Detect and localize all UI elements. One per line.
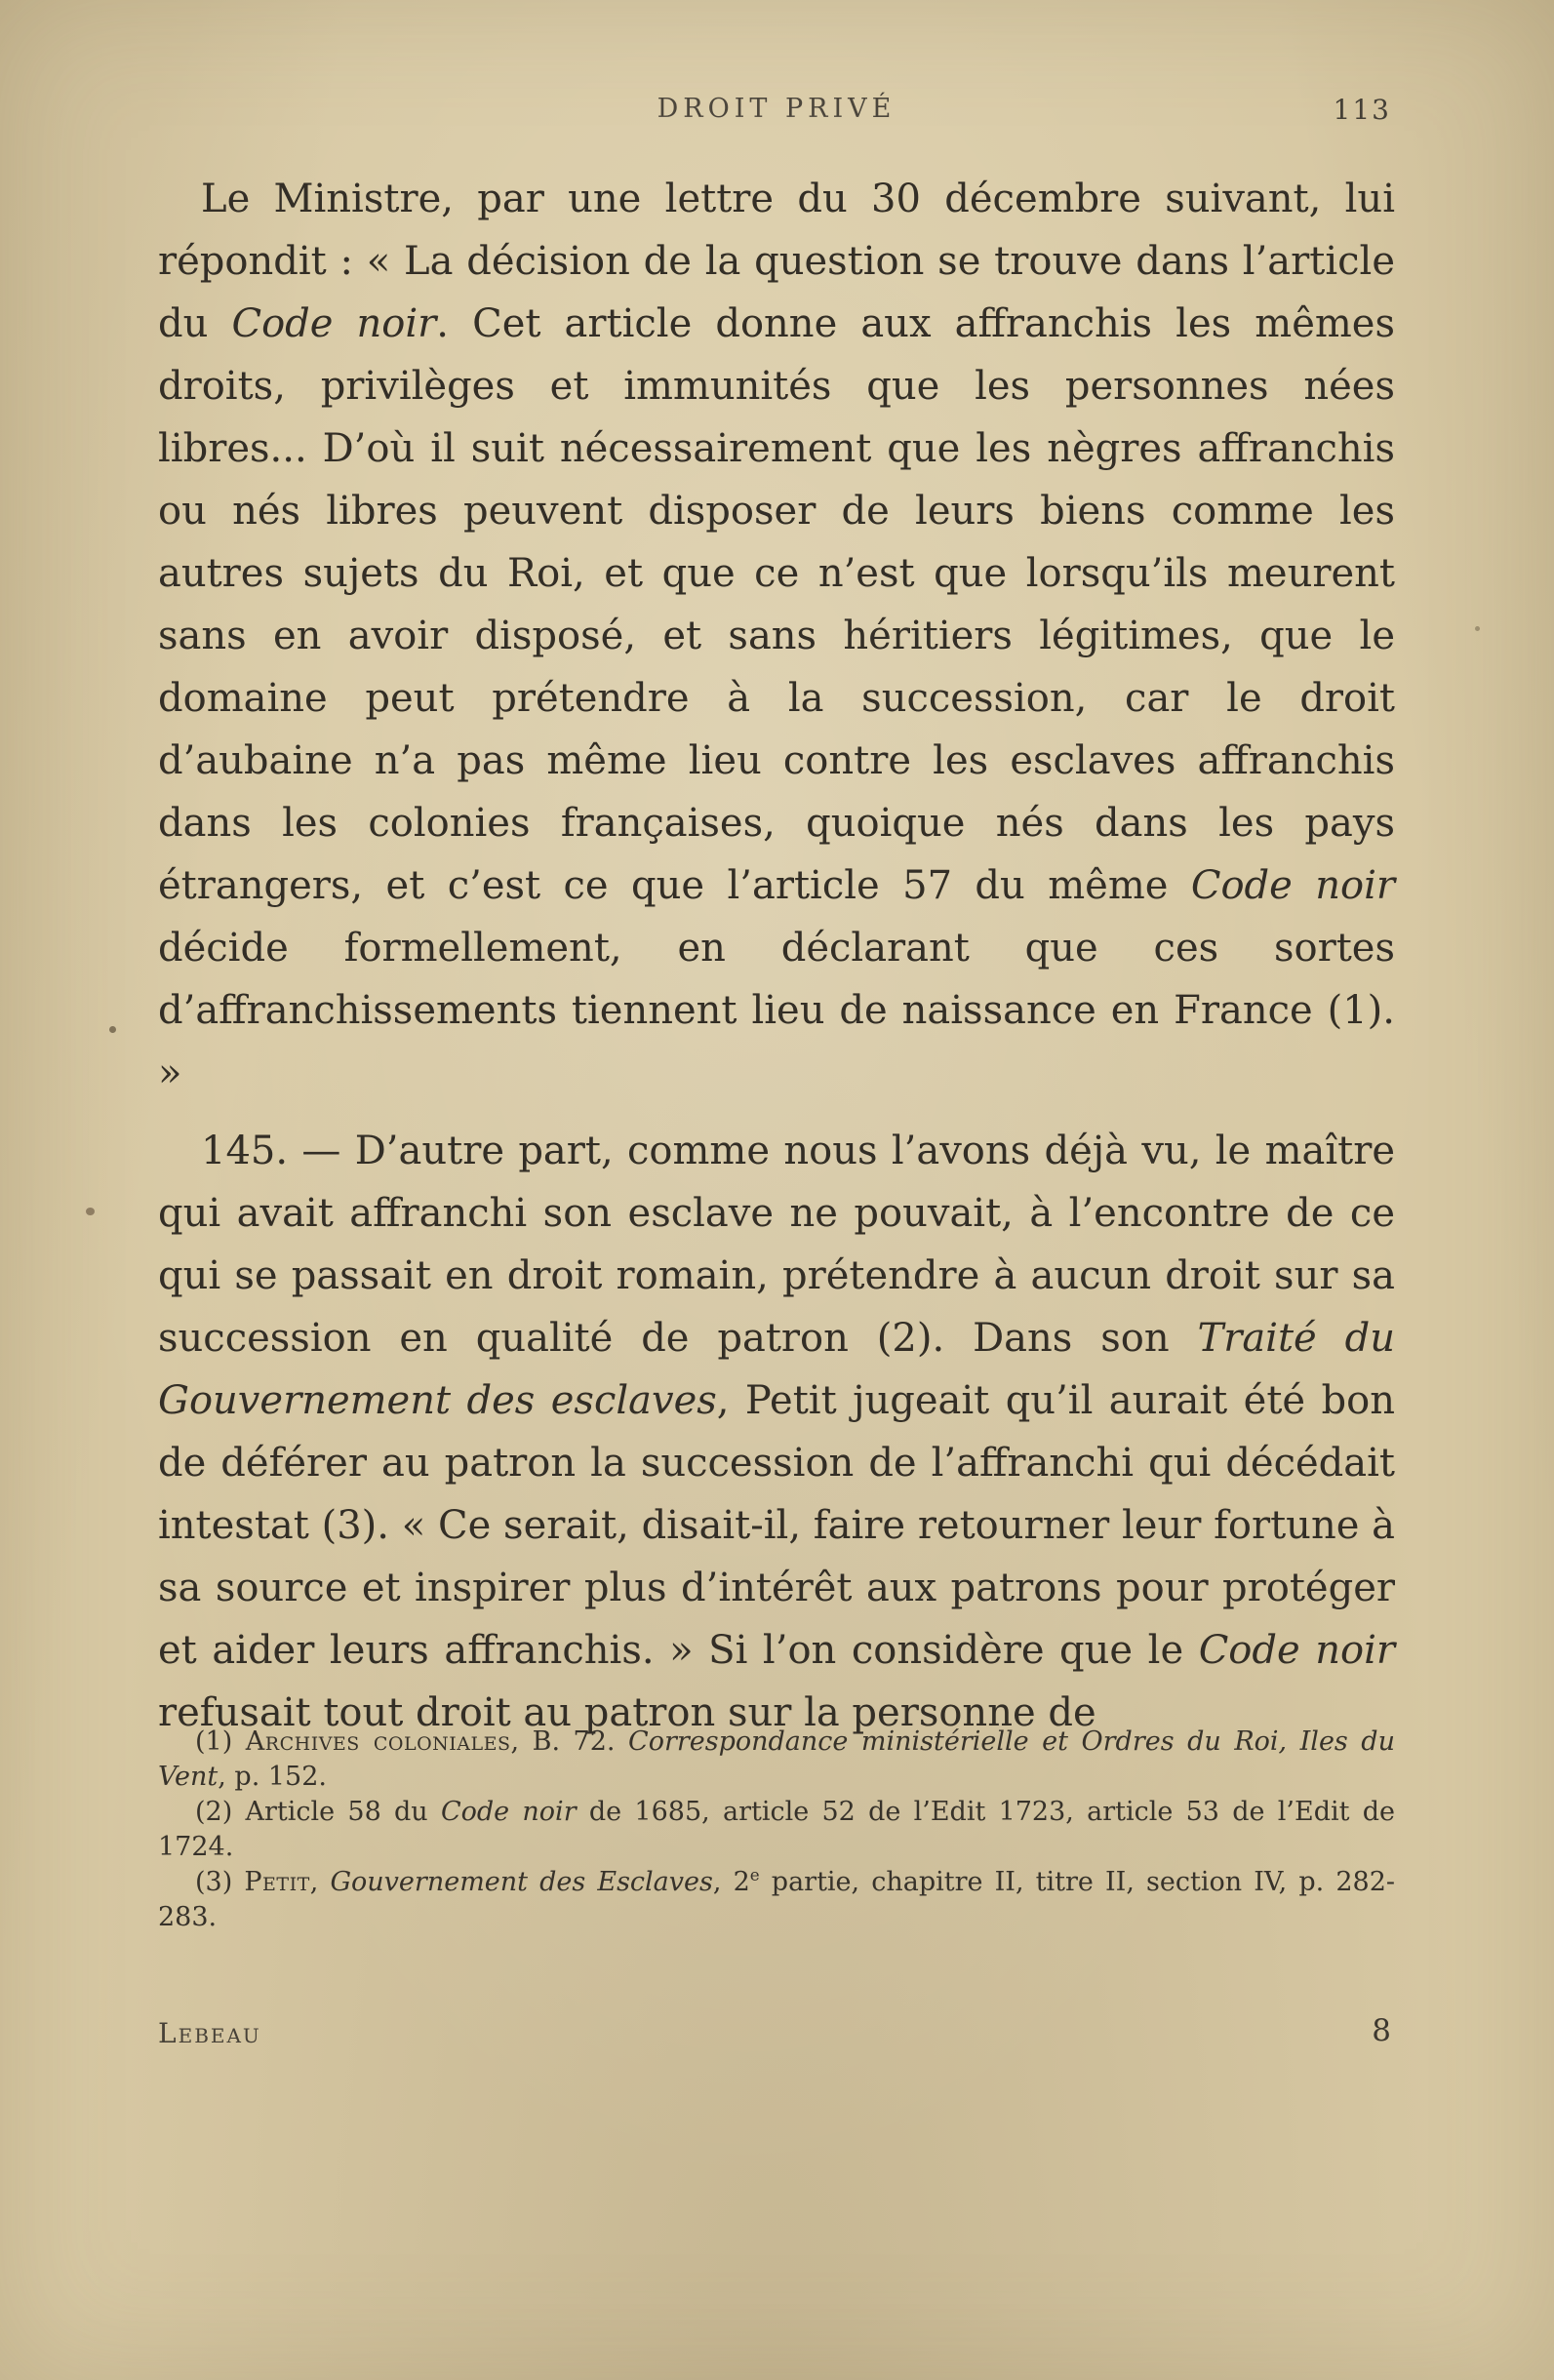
text-run-italic: Code noir (231, 301, 437, 346)
paragraph (158, 1120, 1395, 1744)
text-run-smallcaps: Petit (244, 1867, 310, 1897)
paragraph (158, 168, 1395, 1104)
text-run: (2) Article 58 du (195, 1797, 441, 1827)
footer-page-number: 8 (1372, 2013, 1391, 2048)
body-text (158, 168, 1395, 1744)
paper-speck (86, 1208, 95, 1215)
paper-speck (1475, 626, 1480, 631)
text-run-italic: Gouvernement des Esclaves (330, 1867, 713, 1897)
page-number: 113 (1333, 94, 1391, 126)
footnote (158, 1865, 1395, 1935)
page-footer (158, 2013, 1395, 2052)
text-run-italic: Code noir (440, 1797, 577, 1827)
page-header (158, 94, 1395, 133)
text-run: , p. 152. (218, 1762, 327, 1792)
text-run-smallcaps: Archives coloniales (245, 1726, 511, 1757)
text-run: . Cet article donne aux affranchis les mêmes droits, privilèges et immunités que les personnes nées libres... D’où il suit nécessairement que les nègres affranchis ou nés libres peuvent disposer de leurs biens comme les autres sujets du Roi, et que ce n’est que lorsqu’ils meurent sans en avoir disposé, et sans héritiers légitimes, que le domaine peut prétendre à la succession, car le droit d’aubaine n’a pas même lieu contre les esclaves affranchis dans les colonies françaises, quoique nés dans les pays étrangers, et c’est ce que l’article 57 du même (158, 301, 1395, 908)
footnote (158, 1725, 1395, 1795)
text-run: , (309, 1867, 331, 1897)
text-run: (1) (195, 1726, 246, 1757)
footnote (158, 1795, 1395, 1865)
text-run: Le Ministre, par une lettre du 30 décembre suivant, lui répondit : « La décision de la question se trouve dans l’article du (158, 177, 1395, 346)
text-run: de 1685, article 52 de l’Edit 1723, article 53 de l’Edit de 1724. (158, 1797, 1395, 1862)
text-run-italic: Code noir (1198, 1628, 1395, 1673)
paper-speck (109, 1026, 116, 1033)
footnotes (158, 1725, 1395, 1935)
text-run: (3) (195, 1867, 245, 1897)
text-run: , 2 (712, 1867, 750, 1897)
text-run: , B. 72. (510, 1726, 629, 1757)
text-run-superscript: e (749, 1865, 760, 1884)
text-run: partie, chapitre II, titre II, section IV, p. 282-283. (158, 1867, 1396, 1932)
author-signature: Lebeau (158, 2017, 261, 2049)
text-run: refusait tout droit au patron sur la personne de (158, 1690, 1096, 1735)
text-run-italic: Correspondance ministérielle et Ordres du Roi, Iles du Vent (158, 1726, 1395, 1792)
text-run-italic: Traité du Gouvernement des esclaves (158, 1316, 1395, 1423)
text-run-italic: Code noir (1190, 863, 1396, 908)
text-run: , Petit jugeait qu’il aurait été bon de déférer au patron la succession de l’affranchi qui décédait intestat (3). « Ce serait, disait-il, faire retourner leur fortune à sa source et inspirer plus d’intérêt aux patrons pour protéger et aider leurs affranchis. » Si l’on considère que le (158, 1378, 1395, 1673)
text-run: décide formellement, en déclarant que ces sortes d’affranchissements tiennent lieu de naissance en France (1). » (158, 926, 1395, 1095)
running-title: DROIT PRIVÉ (657, 94, 897, 124)
text-run: 145. — D’autre part, comme nous l’avons déjà vu, le maître qui avait affranchi son esclave ne pouvait, à l’encontre de ce qui se passait en droit romain, prétendre à aucun droit sur sa succession en qualité de patron (2). Dans son (158, 1129, 1395, 1361)
